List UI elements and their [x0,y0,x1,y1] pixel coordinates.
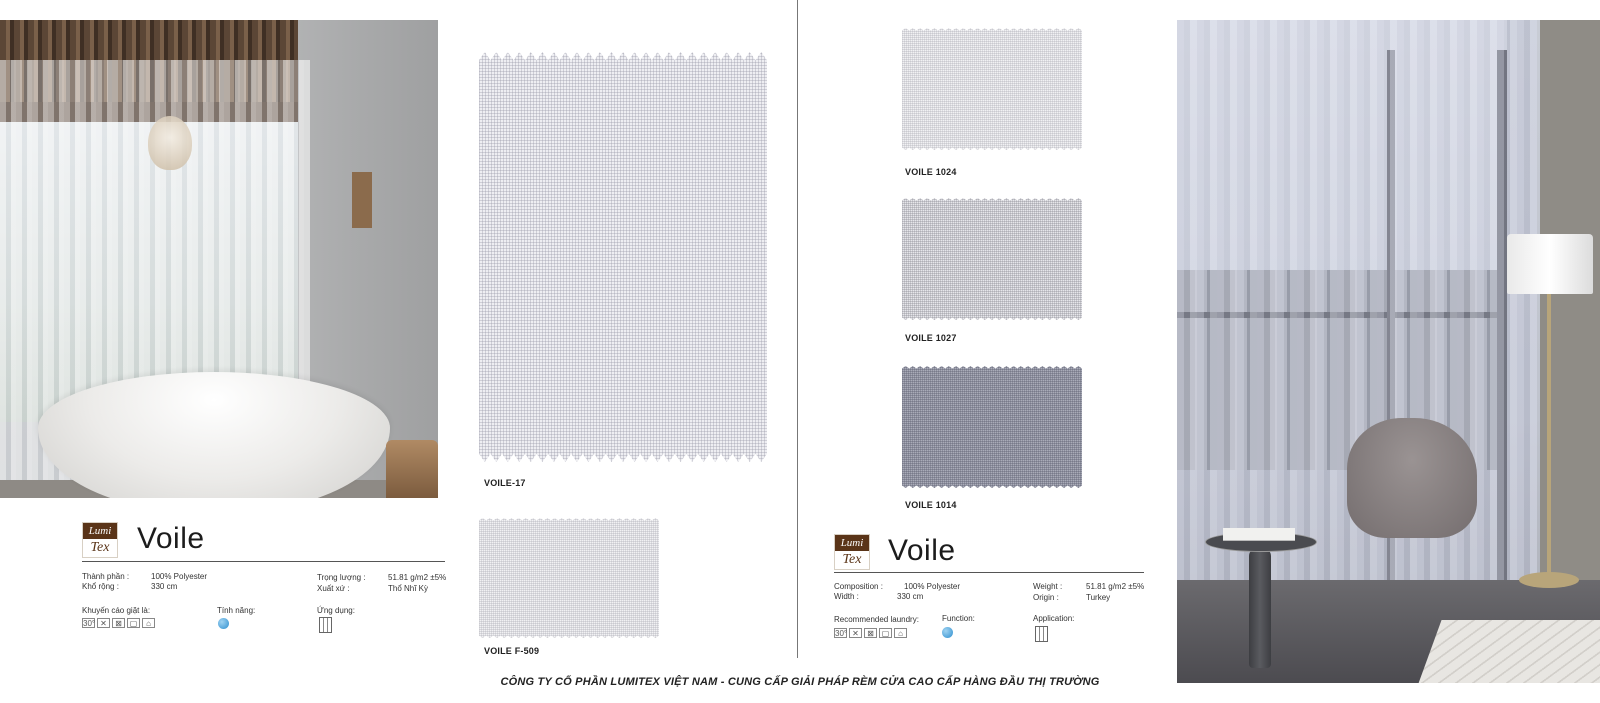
composition-label: Composition : [834,582,883,591]
dry-flat-icon: ▢ [127,618,140,628]
width-value: 330 cm [151,582,178,591]
living-room-curtain-photo [1177,20,1600,683]
weight-label: Weight : [1033,582,1063,591]
function-label: Function: [942,614,975,623]
dry-flat-icon: ▢ [879,628,892,638]
title-rule [82,561,445,562]
product-title: Voile [137,522,205,555]
laundry-icons [82,618,155,628]
swatch-voile-1024 [902,28,1082,150]
laundry-icons [834,628,907,638]
composition-value: 100% Polyester [151,572,208,581]
swatch-voile-1027 [902,198,1082,320]
curtain-icon [319,617,332,633]
no-tumble-dry-icon: ⊠ [112,618,125,628]
weight-value: 51.81 g/m2 ±5% [388,573,447,582]
page-divider [797,0,798,658]
function-label: Tính năng: [217,606,256,615]
laundry-label: Khuyến cáo giặt là: [82,606,151,615]
origin-label: Xuất xứ : [317,584,350,593]
origin-value: Turkey [1086,593,1111,602]
wash-30-icon: 30° [835,629,848,638]
swatch-label-voile-f-509: VOILE F-509 [484,646,540,656]
iron-low-icon: ⌂ [142,618,155,628]
swatch-voile-f-509 [479,518,659,638]
no-bleach-icon: ✕ [849,628,862,638]
composition-value: 100% Polyester [904,582,961,591]
width-label: Width : [834,592,859,601]
weight-value: 51.81 g/m2 ±5% [1086,582,1145,591]
origin-value: Thổ Nhĩ Kỳ [388,584,429,593]
lumitex-logo: Lumi Tex [834,534,870,570]
laundry-label: Recommended laundry: [834,615,919,624]
application-label: Application: [1033,614,1075,623]
swatch-label-voile-1014: VOILE 1014 [905,500,957,510]
iron-low-icon: ⌂ [894,628,907,638]
curtain-icon [1035,626,1048,642]
no-bleach-icon: ✕ [97,618,110,628]
origin-label: Origin : [1033,593,1059,602]
title-rule [834,572,1144,573]
wash-30-icon: 30° [83,619,96,628]
water-repellent-icon [218,618,229,629]
swatch-label-voile-1024: VOILE 1024 [905,167,957,177]
swatch-voile-17 [479,52,767,462]
width-label: Khổ rộng : [82,582,119,591]
weight-label: Trọng lượng : [317,573,366,582]
lumitex-logo: Lumi Tex [82,522,118,558]
water-repellent-icon [942,627,953,638]
swatch-voile-1014 [902,366,1082,488]
product-title: Voile [888,534,956,567]
swatch-label-voile-1027: VOILE 1027 [905,333,957,343]
swatch-label-voile-17: VOILE-17 [484,478,526,488]
company-footer: CÔNG TY CỔ PHẦN LUMITEX VIỆT NAM - CUNG CẤP GIẢI PHÁP RÈM CỬA CAO CẤP HÀNG ĐẦU THỊ TRƯỜNG [500,676,1100,688]
composition-label: Thành phần : [82,572,130,581]
application-label: Ứng dụng: [317,606,355,615]
no-tumble-dry-icon: ⊠ [864,628,877,638]
width-value: 330 cm [897,592,924,601]
bathroom-curtain-photo [0,20,438,498]
